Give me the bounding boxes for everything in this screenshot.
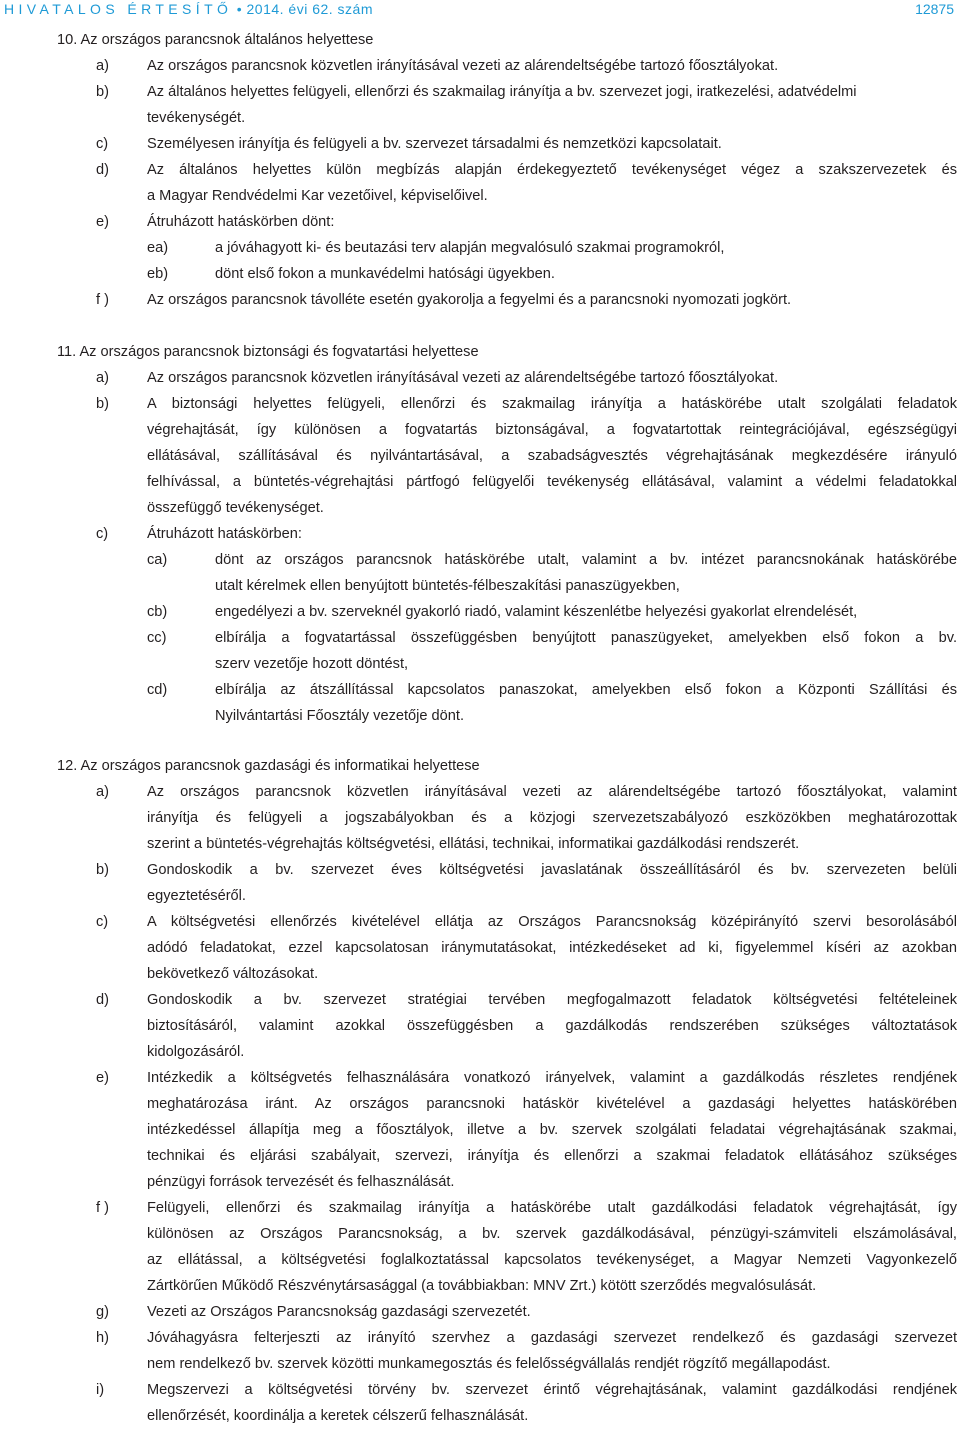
list-marker: b) xyxy=(96,862,109,878)
list-marker: a) xyxy=(96,58,109,74)
list-marker: ea) xyxy=(147,240,169,256)
paragraph-line: Intézkedik a költségvetés felhasználására vonatkozó irányelvek, valamint a gazdálkodás részletes rendjének xyxy=(147,1070,957,1086)
paragraph-line: elbírálja az átszállítással kapcsolatos panaszokat, amelyekben első fokon a Központi Szállítási és xyxy=(215,682,957,698)
paragraph-line: Zártkörűen Működő Részvénytársasággal (a továbbiakban: MNV Zrt.) kötött szerződés megvalósulását. xyxy=(147,1278,817,1294)
paragraph-line: Nyilvántartási Főosztály vezetője dönt. xyxy=(215,708,465,724)
paragraph-line: nem rendelkező bv. szervek közötti munkamegosztás és felelősségvállalás rendjét rögzítő megállapodást. xyxy=(147,1356,831,1372)
list-marker: cc) xyxy=(147,630,167,646)
list-marker: cd) xyxy=(147,682,168,698)
paragraph-line: intézkedéssel állapítja meg a főosztályok, illetve a bv. szervek szolgálati feladatai végrehajtásának szakmai, xyxy=(147,1122,957,1138)
list-marker: b) xyxy=(96,396,109,412)
paragraph-line: meghatározása iránt. Az országos parancsnoki hatáskör kivételével a gazdasági helyettes hatáskörében xyxy=(147,1096,957,1112)
list-marker: a) xyxy=(96,784,109,800)
paragraph-line: Az országos parancsnok közvetlen irányításával vezeti az alárendeltségébe tartozó főosztályokat. xyxy=(147,58,779,74)
paragraph-line: Az országos parancsnok közvetlen irányításával vezeti az alárendeltségébe tartozó főosztályokat. xyxy=(147,370,779,386)
paragraph-line: összefüggő tevékenységet. xyxy=(147,500,324,516)
list-marker: c) xyxy=(96,526,109,542)
list-marker: c) xyxy=(96,136,109,152)
list-marker: ca) xyxy=(147,552,168,568)
list-marker: h) xyxy=(96,1330,109,1346)
paragraph-line: felhívással, a büntetés-végrehajtási pártfogó felügyelői tevékenység ellátásával, valamint a védelmi feladatokkal xyxy=(147,474,957,490)
list-marker: d) xyxy=(96,992,109,1008)
list-marker: e) xyxy=(96,214,109,230)
journal-title xyxy=(4,1,373,17)
paragraph-line: utalt kérelmek ellen benyújtott büntetés-félbeszakítási panaszügyekben, xyxy=(215,578,680,594)
paragraph-line: ellenőrzését, koordinálja a keretek célszerű felhasználását. xyxy=(147,1408,529,1424)
paragraph-line: engedélyezi a bv. szerveknél gyakorló riadó, valamint készenlétbe helyezési gyakorlat elrendelését, xyxy=(215,604,858,620)
list-marker: c) xyxy=(96,914,109,930)
list-marker: eb) xyxy=(147,266,169,282)
paragraph-line: különösen az Országos Parancsnokság, a bv. szervek gazdálkodásával, pénzügyi-számviteli elszámolásával, xyxy=(147,1226,957,1242)
list-marker: e) xyxy=(96,1070,109,1086)
list-marker: a) xyxy=(96,370,109,386)
paragraph-line: végrehajtását, így különösen a fogvatartás biztonságával, a fogvatartottak reintegrációjával, egészségügyi xyxy=(147,422,957,438)
paragraph-line: elbírálja a fogvatartással összefüggésben benyújtott panaszügyeket, amelyekben első fokon a bv. xyxy=(215,630,957,646)
paragraph-line: Gondoskodik a bv. szervezet éves költségvetési javaslatának összeállításáról és bv. szervezeten belüli xyxy=(147,862,957,878)
paragraph-line: szerv vezetője hozott döntést, xyxy=(215,656,409,672)
paragraph-line: technikai és eljárási szabályait, szervezi, irányítja és ellenőrzi a szakmai feladatok ellátásához szükséges xyxy=(147,1148,957,1164)
paragraph-line: biztosításáról, valamint azokkal összefüggésben a gazdálkodás rendszerében szükséges változtatások xyxy=(147,1018,957,1034)
paragraph-line: Átruházott hatáskörben: xyxy=(147,526,302,542)
list-marker: cb) xyxy=(147,604,168,620)
page-number: 12875 xyxy=(915,1,954,17)
paragraph-line: Gondoskodik a bv. szervezet stratégiai tervében megfogalmazott feladatok költségvetési feltételeinek xyxy=(147,992,957,1008)
journal-issue: • 2014. évi 62. szám xyxy=(236,1,374,17)
paragraph-line: irányítja és felügyeli a jogszabályokban és a közjogi szervezetszabályozó eszközökben meghatározottak xyxy=(147,810,957,826)
paragraph-line: kidolgozásáról. xyxy=(147,1044,245,1060)
paragraph-line: Személyesen irányítja és felügyeli a bv. szervezet társadalmi és nemzetközi kapcsolatait. xyxy=(147,136,722,152)
paragraph-line: egyeztetéséről. xyxy=(147,888,246,904)
section-heading: 10. Az országos parancsnok általános helyettese xyxy=(57,32,374,48)
section-heading: 12. Az országos parancsnok gazdasági és informatikai helyettese xyxy=(57,758,480,774)
paragraph-line: a Magyar Rendvédelmi Kar vezetőivel, képviselőivel. xyxy=(147,188,488,204)
paragraph-line: dönt az országos parancsnok hatáskörébe utalt, valamint a bv. intézet parancsnokának hatáskörébe xyxy=(215,552,957,568)
paragraph-line: Megszervezi a költségvetési törvény bv. szervezet érintő végrehajtásának, valamint gazdálkodási rendjének xyxy=(147,1382,957,1398)
paragraph-line: Az általános helyettes külön megbízás alapján érdekegyeztető tevékenységet végez a szakszervezetek és xyxy=(147,162,957,178)
paragraph-line: Felügyeli, ellenőrzi és szakmailag irányítja a hatáskörébe utalt gazdálkodási feladatok végrehajtását, így xyxy=(147,1200,957,1216)
paragraph-line: Átruházott hatáskörben dönt: xyxy=(147,214,335,230)
paragraph-line: adódó feladatokat, ezzel kapcsolatosan iránymutatásokat, intézkedéseket ad ki, figyelemmel kíséri az azokban xyxy=(147,940,957,956)
paragraph-line: Jóváhagyásra felterjeszti az irányító szervhez a gazdasági szervezet rendelkező és gazdasági szervezet xyxy=(147,1330,957,1346)
paragraph-line: ellátásával, szállításával és nyilvántartásával, a szabadságvesztés végrehajtásának megkezdésére irányuló xyxy=(147,448,957,464)
paragraph-line: Vezeti az Országos Parancsnokság gazdasági szervezetét. xyxy=(147,1304,531,1320)
paragraph-line: bekövetkező változásokat. xyxy=(147,966,319,982)
page-header xyxy=(0,0,960,20)
paragraph-line: Az általános helyettes felügyeli, ellenőrzi és szakmailag irányítja a bv. szervezet jogi, iratkezelési, adatvédelmi xyxy=(147,84,857,100)
section-heading: 11. Az országos parancsnok biztonsági és fogvatartási helyettese xyxy=(57,344,479,360)
list-marker: b) xyxy=(96,84,109,100)
list-marker: f ) xyxy=(96,1200,109,1216)
paragraph-line: az ellátással, a költségvetési foglalkoztatással kapcsolatos tevékenységet, a Magyar Nemzeti Vagyonkezelő xyxy=(147,1252,957,1268)
paragraph-line: A biztonsági helyettes felügyeli, ellenőrzi és szakmailag irányítja a hatáskörébe utalt szolgálati feladatok xyxy=(147,396,957,412)
list-marker: d) xyxy=(96,162,109,178)
list-marker: f ) xyxy=(96,292,109,308)
paragraph-line: Az országos parancsnok távolléte esetén gyakorolja a fegyelmi és a parancsnoki nyomozati jogkört. xyxy=(147,292,792,308)
paragraph-line: tevékenységét. xyxy=(147,110,246,126)
list-marker: i) xyxy=(96,1382,105,1398)
paragraph-line: a jóváhagyott ki- és beutazási terv alapján megvalósuló szakmai programokról, xyxy=(215,240,725,256)
paragraph-line: Az országos parancsnok közvetlen irányításával vezeti az alárendeltségébe tartozó főosztályokat, valamint xyxy=(147,784,957,800)
list-marker: g) xyxy=(96,1304,109,1320)
paragraph-line: szerint a büntetés-végrehajtás költségvetési, ellátási, technikai, informatikai gazdálkodási rendszerét. xyxy=(147,836,800,852)
paragraph-line: A költségvetési ellenőrzés kivételével ellátja az Országos Parancsnokság középirányító szervi besorolásából xyxy=(147,914,957,930)
journal-name: HIVATALOS ÉRTESÍTŐ xyxy=(4,1,233,17)
paragraph-line: pénzügyi források tervezését és felhasználását. xyxy=(147,1174,455,1190)
paragraph-line: dönt első fokon a munkavédelmi hatósági ügyekben. xyxy=(215,266,555,282)
